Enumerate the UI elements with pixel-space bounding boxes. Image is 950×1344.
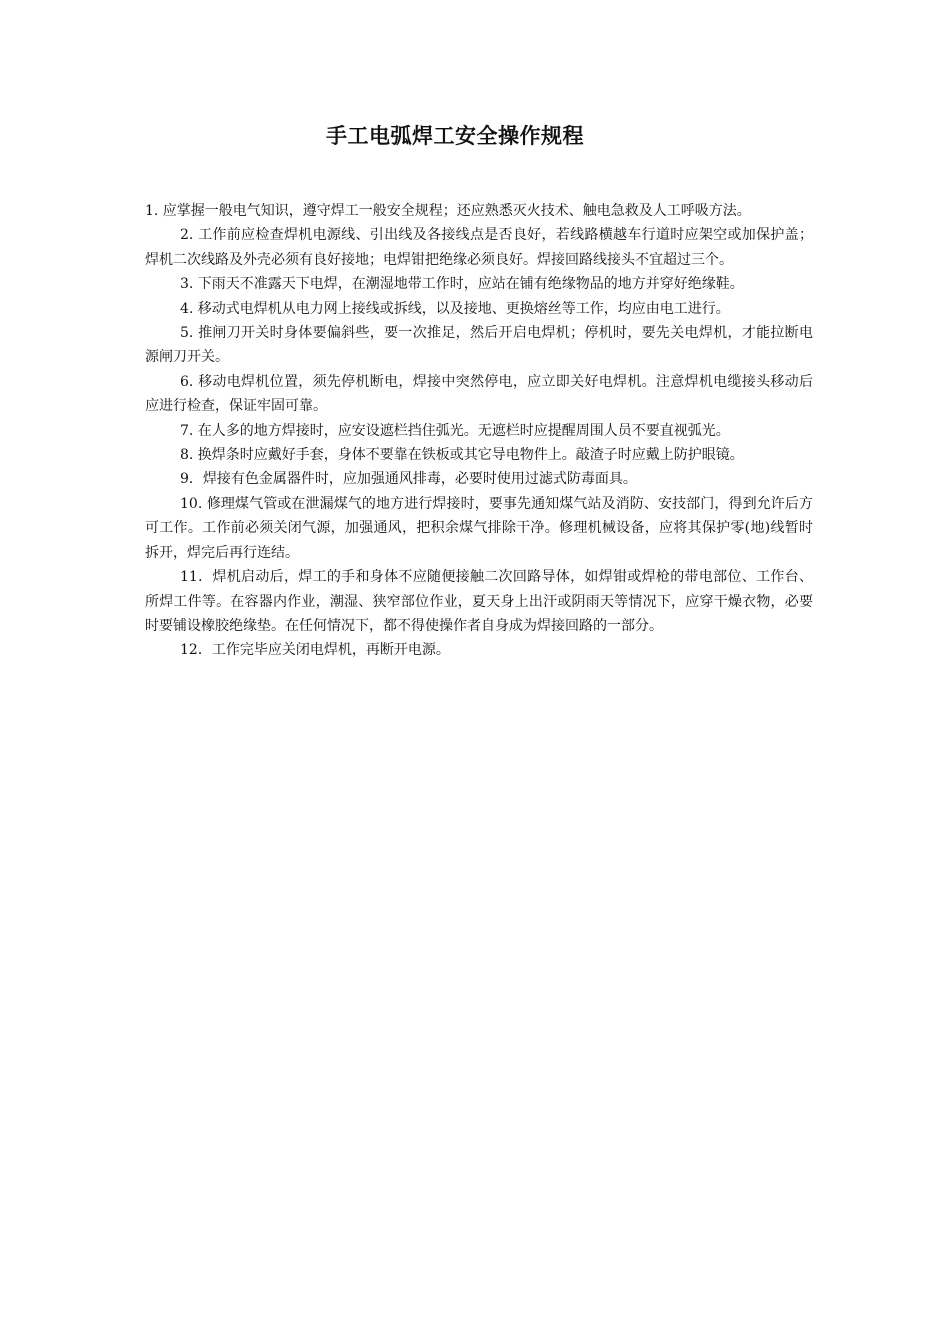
document-body [145, 199, 813, 663]
rule-paragraph-12: 12．工作完毕应关闭电焊机，再断开电源。 [180, 642, 450, 659]
rule-paragraph-8: 8. 换焊条时应戴好手套，身体不要靠在铁板或其它导电物件上。敲渣子时应戴上防护眼镜。 [180, 447, 744, 464]
rule-paragraph-6: 6. 移动电焊机位置，须先停机断电，焊接中突然停电，应立即关好电焊机。注意焊机电缆接头移动后应进行检查，保证牢固可靠。 [145, 373, 813, 415]
rule-paragraph-4: 4. 移动式电焊机从电力网上接线或拆线，以及接地、更换熔丝等工作，均应由电工进行。 [180, 300, 730, 317]
rule-paragraph-9: 9．焊接有色金属器件时，应加强通风排毒，必要时使用过滤式防毒面具。 [180, 471, 637, 488]
rule-paragraph-7: 7. 在人多的地方焊接时，应安设遮栏挡住弧光。无遮栏时应提醒周围人员不要直视弧光。 [180, 422, 730, 439]
rule-paragraph-3: 3. 下雨天不准露天下电焊，在潮湿地带工作时，应站在铺有绝缘物品的地方并穿好绝缘鞋。 [180, 276, 744, 293]
rule-paragraph-1: 1. 应掌握一般电气知识，遵守焊工一般安全规程；还应熟悉灭火技术、触电急救及人工呼吸方法。 [145, 203, 751, 219]
rule-paragraph-10: 10. 修理煤气管或在泄漏煤气的地方进行焊接时，要事先通知煤气站及消防、安技部门，得到允许后方可工作。工作前必须关闭气源，加强通风，把积余煤气排除干净。修理机械设备，应将其保护零(地)线暂时拆开，焊完后再行连结。 [145, 495, 813, 561]
document-title: 手工电弧焊工安全操作规程 [326, 123, 584, 148]
rule-paragraph-11: 11．焊机启动后，焊工的手和身体不应随便接触二次回路导体，如焊钳或焊枪的带电部位、工作台、所焊工件等。在容器内作业，潮湿、狭窄部位作业，夏天身上出汗或阴雨天等情况下，应穿干燥衣物，必要时要铺设橡胶绝缘垫。在任何情况下，都不得使操作者自身成为焊接回路的一部分。 [145, 569, 813, 634]
rule-paragraph-5: 5. 推闸刀开关时身体要偏斜些，要一次推足，然后开启电焊机；停机时，要先关电焊机，才能拉断电源闸刀开关。 [145, 325, 813, 366]
rule-paragraph-2: 2. 工作前应检查焊机电源线、引出线及各接线点是否良好，若线路横越车行道时应架空或加保护盖；焊机二次线路及外壳必须有良好接地；电焊钳把绝缘必须良好。焊接回路线接头不宜超过三个。 [145, 227, 813, 268]
